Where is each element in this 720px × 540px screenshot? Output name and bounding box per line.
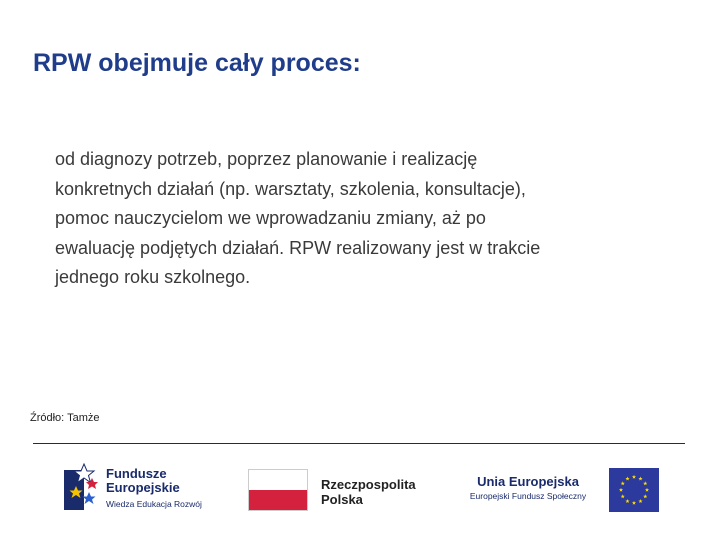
- source-note: Źródło: Tamże: [30, 412, 100, 424]
- body-line: pomoc nauczycielom we wprowadzaniu zmiany, aż po: [55, 208, 486, 228]
- body-paragraph: [55, 145, 695, 293]
- footer-divider: [33, 443, 685, 444]
- body-line: konkretnych działań (np. warsztaty, szkolenia, konsultacje),: [55, 178, 526, 199]
- eu-flag-icon: [609, 468, 659, 512]
- eu-logo-title: Unia Europejska: [477, 474, 579, 489]
- fundusze-europejskie-logo-icon: [62, 462, 102, 512]
- pl-logo-text: [321, 477, 416, 507]
- rzeczpospolita-polska-logo: [248, 466, 428, 514]
- fe-logo-text: [106, 467, 180, 495]
- poland-flag-icon: [248, 469, 308, 511]
- eu-logo-text: [458, 474, 598, 503]
- body-line: jednego roku szkolnego.: [55, 267, 251, 287]
- fundusze-europejskie-logo: [62, 460, 222, 516]
- body-line: ewaluację podjętych działań. RPW realizowany jest w trakcie: [55, 237, 541, 258]
- fe-logo-line1: Fundusze: [106, 466, 167, 481]
- pl-logo-line2: Polska: [321, 492, 363, 507]
- slide-title: RPW obejmuje cały proces:: [33, 49, 361, 77]
- eu-logo-subtitle: Europejski Fundusz Społeczny: [469, 491, 587, 501]
- body-line: od diagnozy potrzeb, poprzez planowanie i realizację: [55, 149, 478, 169]
- fe-logo-subtitle: Wiedza Edukacja Rozwój: [106, 499, 202, 509]
- unia-europejska-logo: [458, 466, 668, 514]
- fe-logo-line2: Europejskie: [106, 480, 180, 495]
- pl-logo-line1: Rzeczpospolita: [321, 477, 416, 492]
